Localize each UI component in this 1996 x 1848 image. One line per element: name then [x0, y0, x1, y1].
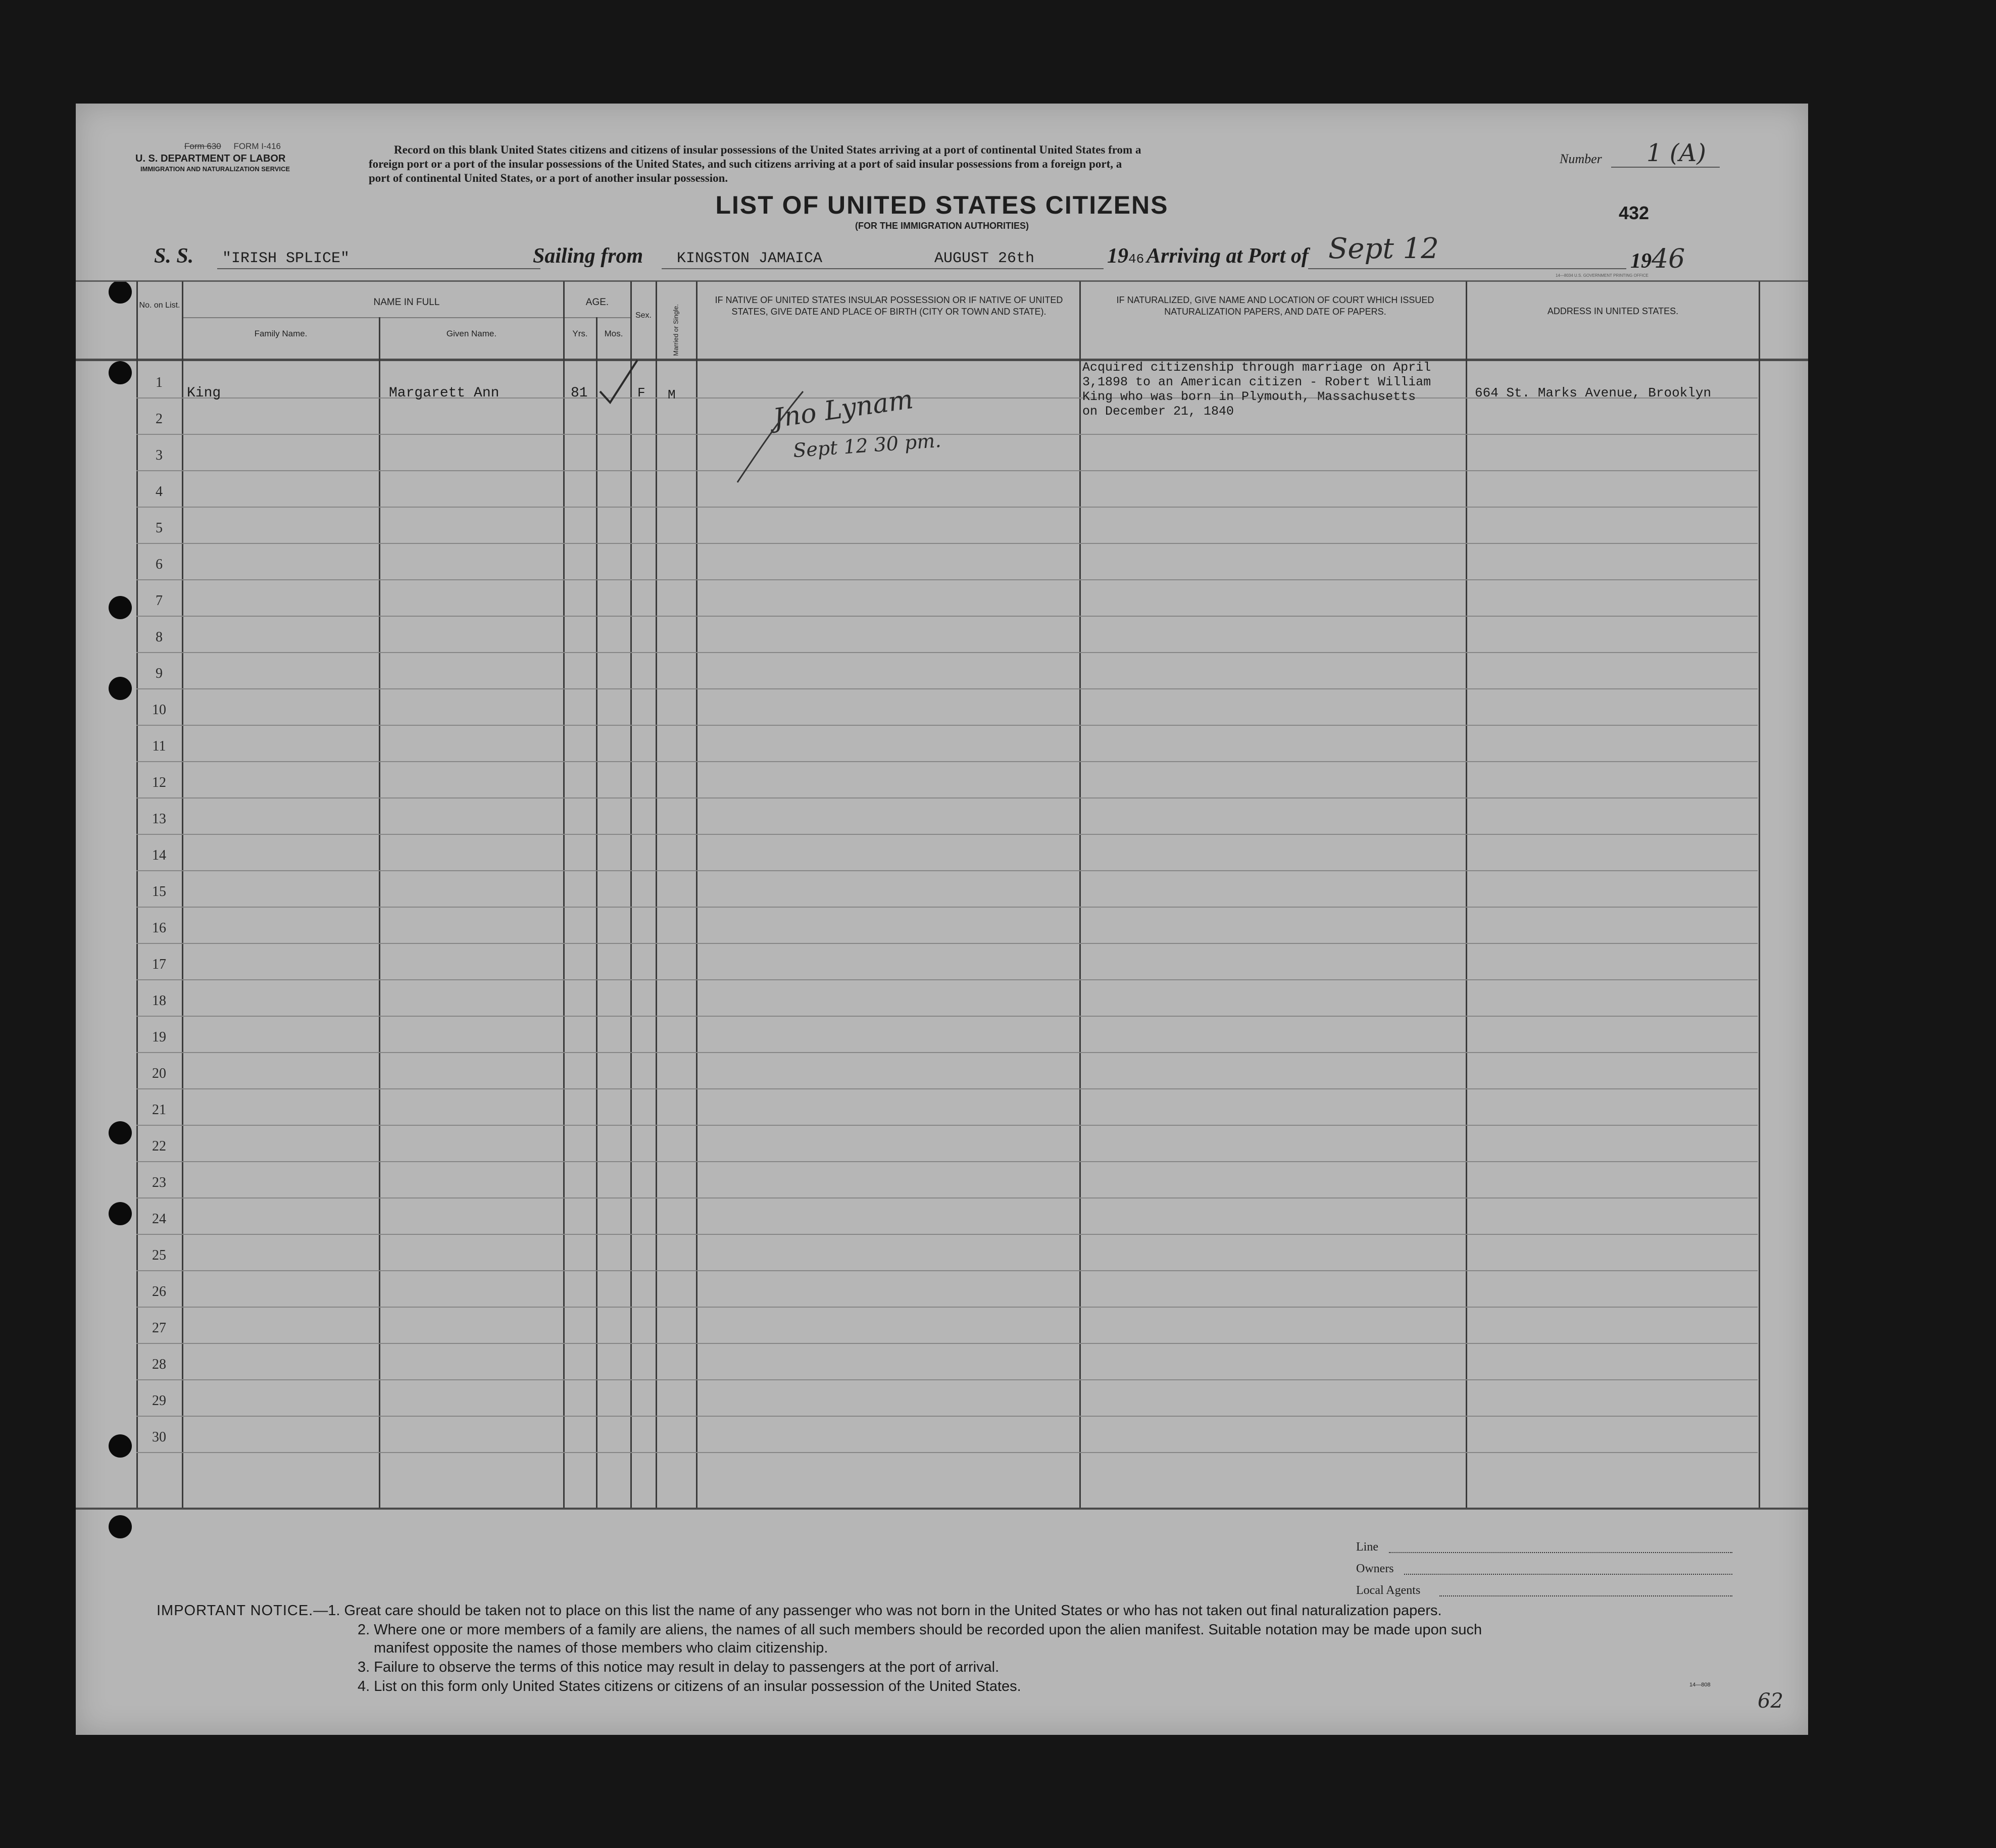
- entry-family-name: King: [187, 385, 221, 401]
- corner-mark: 62: [1758, 1689, 1783, 1713]
- row-rule: [136, 761, 1758, 762]
- col-header-birth: IF NATIVE OF UNITED STATES INSULAR POSSESSION OR IF NATIVE OF UNITED STATES, GIVE DATE AND PLACE OF BIRTH (CITY OR TOWN AND STATE).: [715, 295, 1063, 317]
- row-number: 1: [156, 375, 163, 390]
- arriving-label: Arriving at Port of: [1146, 244, 1309, 268]
- punch-hole: [109, 1434, 132, 1458]
- year-suffix: 46: [1128, 252, 1144, 267]
- row-number: 26: [152, 1284, 166, 1300]
- notice-item: —1. Great care should be taken not to place on this list the name of any passenger who was not born in the United States or who has not taken out final naturalization papers.: [313, 1603, 1442, 1619]
- ship-name: "IRISH SPLICE": [222, 250, 350, 267]
- punch-hole: [109, 1202, 132, 1225]
- naturalization-line: 3,1898 to an American citizen - Robert William: [1082, 375, 1431, 389]
- row-rule: [136, 688, 1758, 689]
- local-agents-label: Local Agents: [1356, 1584, 1421, 1597]
- row-number: 23: [152, 1175, 166, 1190]
- sailing-from: KINGSTON JAMAICA: [677, 250, 823, 267]
- row-number: 30: [152, 1429, 166, 1445]
- row-rule: [136, 1270, 1758, 1271]
- row-rule: [136, 579, 1758, 580]
- entry-address: 664 St. Marks Avenue, Brooklyn: [1475, 385, 1712, 401]
- row-rule: [136, 1197, 1758, 1198]
- col-header-family-name: Family Name.: [254, 329, 308, 338]
- sailing-year: [1107, 244, 1144, 268]
- ship-underline: [217, 268, 540, 269]
- row-number: 28: [152, 1357, 166, 1372]
- col-header-married: [657, 304, 696, 356]
- col-header-address: ADDRESS IN UNITED STATES.: [1547, 306, 1679, 316]
- agents-signature-line: [1439, 1595, 1732, 1596]
- naturalization-line: King who was born in Plymouth, Massachusetts: [1082, 389, 1416, 404]
- row-number: 2: [156, 411, 163, 427]
- arrival-year-suffix: 46: [1652, 244, 1685, 274]
- entry-age-years: 81: [571, 385, 588, 401]
- row-number: 22: [152, 1138, 166, 1154]
- table-top-border: [76, 280, 1808, 282]
- punch-hole: [109, 1121, 132, 1144]
- row-number: 24: [152, 1211, 166, 1227]
- row-number: 3: [156, 447, 163, 463]
- row-rule: [136, 652, 1758, 653]
- col-divider: [656, 281, 657, 1508]
- form-code: 14—808: [1689, 1682, 1711, 1688]
- inspector-signature: Jno Lynam: [771, 384, 915, 434]
- col-divider: [630, 281, 632, 1508]
- inspector-time: Sept 12 30 pm.: [792, 429, 942, 462]
- notice-title: IMPORTANT NOTICE.: [157, 1603, 314, 1619]
- notice-item: 4. List on this form only United States citizens or citizens of an insular possession of the United States.: [358, 1678, 1021, 1694]
- col-divider: [696, 281, 697, 1508]
- col-divider: [379, 317, 380, 1508]
- line-signature-line: [1389, 1552, 1732, 1553]
- number-label: Number: [1560, 152, 1602, 166]
- date-underline: [917, 268, 1104, 269]
- entry-naturalization: [1082, 360, 1431, 419]
- arrival-underline: [1308, 268, 1626, 269]
- signature-stroke: [727, 386, 859, 487]
- row-rule: [136, 1016, 1758, 1017]
- form-number: FORM I-416: [233, 141, 281, 151]
- arrival-year: [1630, 244, 1685, 274]
- notice-item: manifest opposite the names of those members who claim citizenship.: [374, 1640, 828, 1656]
- row-rule: [136, 907, 1758, 908]
- row-number: 5: [156, 520, 163, 536]
- table-bottom-border: [76, 1508, 1808, 1510]
- entry-marital: M: [668, 387, 676, 403]
- sailing-date: AUGUST 26th: [934, 250, 1035, 267]
- header-bottom-border: [76, 359, 1808, 361]
- naturalization-line: Acquired citizenship through marriage on April: [1082, 360, 1431, 375]
- row-number: 15: [152, 884, 166, 900]
- row-rule: [136, 834, 1758, 835]
- manifest-page: [76, 104, 1808, 1735]
- instructions-line: Record on this blank United States citizens and citizens of insular possessions of the United States arriving at a port of continental United States from a: [394, 143, 1141, 156]
- row-rule: [136, 470, 1758, 471]
- notice-item: 3. Failure to observe the terms of this notice may result in delay to passengers at the port of arrival.: [358, 1659, 1000, 1675]
- struck-form-number: Form 630: [184, 141, 221, 151]
- col-header-given-name: Given Name.: [446, 329, 497, 338]
- row-rule: [136, 1307, 1758, 1308]
- row-number: 4: [156, 484, 163, 500]
- row-number: 8: [156, 629, 163, 645]
- row-rule: [136, 797, 1758, 798]
- row-number: 10: [152, 702, 166, 718]
- row-rule: [136, 1161, 1758, 1162]
- row-number: 27: [152, 1320, 166, 1336]
- col-header-naturalized: IF NATURALIZED, GIVE NAME AND LOCATION OF COURT WHICH ISSUED NATURALIZATION PAPERS, AND DATE OF PAPERS.: [1116, 295, 1434, 317]
- col-header-age: AGE.: [585, 297, 609, 308]
- col-header-sex: Sex.: [635, 311, 652, 320]
- owners-label: Owners: [1356, 1562, 1394, 1575]
- row-number: 16: [152, 920, 166, 936]
- service-name: IMMIGRATION AND NATURALIZATION SERVICE: [140, 165, 290, 173]
- department-name: U. S. DEPARTMENT OF LABOR: [135, 153, 286, 164]
- row-rule: [136, 1125, 1758, 1126]
- col-divider: [1466, 281, 1467, 1508]
- row-number: 7: [156, 593, 163, 609]
- page-number: 432: [1619, 203, 1650, 223]
- row-number: 19: [152, 1029, 166, 1045]
- notice-line: [157, 1603, 1442, 1619]
- punch-hole: [109, 280, 132, 304]
- printer-mark: 14—8034 U.S. GOVERNMENT PRINTING OFFICE: [1556, 273, 1649, 278]
- row-rule: [136, 507, 1758, 508]
- col-header-no: No. on List.: [139, 301, 180, 310]
- row-rule: [136, 434, 1758, 435]
- owners-signature-line: [1404, 1574, 1732, 1575]
- col-divider: [182, 281, 183, 1508]
- row-rule: [136, 1379, 1758, 1380]
- punch-hole: [109, 677, 132, 700]
- col-divider: [596, 317, 597, 1508]
- row-rule: [136, 943, 1758, 944]
- row-number: 12: [152, 775, 166, 790]
- row-number: 14: [152, 847, 166, 863]
- row-rule: [136, 1088, 1758, 1089]
- col-divider: [563, 281, 565, 1508]
- row-rule: [136, 543, 1758, 544]
- row-number: 29: [152, 1393, 166, 1409]
- instructions-line: foreign port or a port of the insular possessions of the United States, and such citizens arriving at a port of said insular possessions from a foreign port, a: [369, 158, 1122, 170]
- sailing-label: Sailing from: [533, 244, 643, 268]
- row-rule: [136, 1234, 1758, 1235]
- punch-hole: [109, 1515, 132, 1538]
- row-rule: [136, 979, 1758, 980]
- naturalization-line: on December 21, 1840: [1082, 404, 1234, 419]
- check-mark: [596, 356, 641, 407]
- col-header-mos: Mos.: [604, 329, 623, 338]
- ss-label: S. S.: [154, 244, 194, 268]
- row-rule: [136, 1052, 1758, 1053]
- row-number: 13: [152, 811, 166, 827]
- entry-given-name: Margarett Ann: [389, 385, 500, 401]
- row-number: 20: [152, 1066, 166, 1081]
- line-label: Line: [1356, 1540, 1378, 1554]
- punch-hole: [109, 361, 132, 384]
- row-rule: [136, 1416, 1758, 1417]
- row-rule: [136, 1452, 1758, 1453]
- col-divider: [1759, 281, 1760, 1508]
- row-number: 18: [152, 993, 166, 1009]
- row-number: 21: [152, 1102, 166, 1118]
- row-number: 11: [152, 738, 166, 754]
- row-rule: [136, 616, 1758, 617]
- row-number: 25: [152, 1247, 166, 1263]
- notice-item: 2. Where one or more members of a family are aliens, the names of all such members should be recorded upon the alien manifest. Suitable notation may be made upon such: [358, 1622, 1482, 1638]
- entry-sex: F: [637, 385, 645, 401]
- instructions-line: port of continental United States, or a port of another insular possession.: [369, 172, 728, 184]
- page-title: LIST OF UNITED STATES CITIZENS: [715, 191, 1169, 219]
- punch-hole: [109, 596, 132, 619]
- row-rule: [136, 1343, 1758, 1344]
- arrival-year-prefix: 19: [1630, 249, 1652, 273]
- row-rule: [136, 725, 1758, 726]
- col-header-name-in-full: NAME IN FULL: [373, 297, 440, 308]
- row-number: 9: [156, 666, 163, 681]
- row-number: 6: [156, 557, 163, 572]
- page-subtitle: (FOR THE IMMIGRATION AUTHORITIES): [855, 221, 1029, 231]
- married-single-label: Married or Single.: [672, 304, 680, 356]
- arrival-port-handwritten: Sept 12: [1328, 232, 1439, 265]
- instructions: [369, 143, 1581, 185]
- row-number: 17: [152, 957, 166, 972]
- col-divider: [1079, 281, 1081, 1508]
- number-value: 1 (A): [1646, 139, 1706, 167]
- row-rule: [136, 870, 1758, 871]
- col-header-yrs: Yrs.: [572, 329, 588, 338]
- year-prefix: 19: [1107, 244, 1128, 268]
- form-number-block: [184, 141, 281, 152]
